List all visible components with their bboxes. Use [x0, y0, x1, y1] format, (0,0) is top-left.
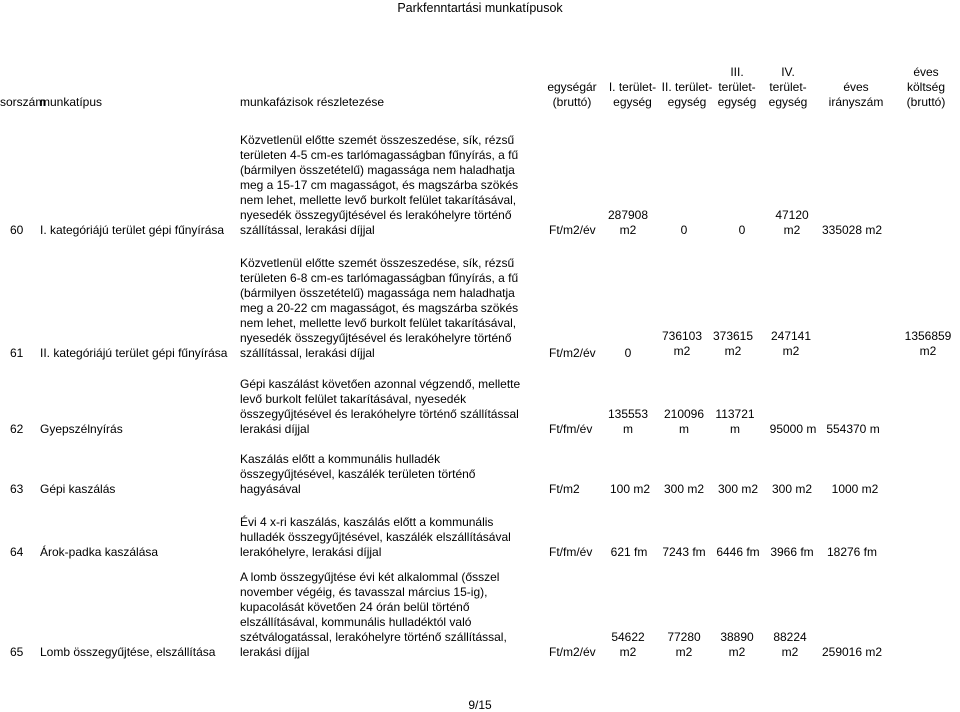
cell-details-line: elszállításával, kommunális hulladéktól való — [240, 615, 472, 629]
cell-area3-line: 38890 — [720, 630, 754, 644]
cell-annual-line: 554370 m — [826, 422, 880, 436]
header-line: éves — [843, 80, 869, 94]
cell-details-line: hulladék összegyűjtésével, kaszálék elszállításával — [240, 530, 511, 544]
document-title: Parkfenntartási munkatípusok — [397, 1, 563, 15]
cell-nr-line: 61 — [10, 346, 24, 360]
header-line: egység — [613, 95, 652, 109]
cell-area4-line: m2 — [783, 223, 801, 237]
cell-area3-line: m — [730, 422, 740, 436]
cell-unit-line: Ft/m2/év — [549, 346, 596, 360]
cell-details-line: Közvetlenül előtte szemét összeszedése, sík, rézsű — [240, 133, 515, 147]
cell-details-line: nem lehet, mellette levő burkolt felület takarításával, — [240, 193, 517, 207]
cell-details-line: nyesedék összegyűjtésével és lerakóhelyre történő — [240, 208, 512, 222]
cell-nr — [10, 645, 38, 660]
header-line: éves — [913, 65, 939, 79]
cell-area2 — [660, 630, 708, 660]
cell-details-line: hagyásával — [240, 482, 301, 496]
cell-area4-line: 95000 m — [769, 422, 817, 436]
cell-area1-line: 54622 — [611, 630, 645, 644]
cell-unit-line: Ft/m2 — [549, 482, 580, 496]
cell-area3-line: 6446 fm — [716, 545, 760, 559]
cell-nr-line: 60 — [10, 223, 24, 237]
cell-details-line: szállítással, lerakási díjjal — [240, 346, 375, 360]
cell-unit-line: Ft/m2/év — [549, 645, 596, 659]
cell-details-line: nem lehet, mellette levő burkolt felület takarításával, — [240, 316, 517, 330]
cell-details-line: A lomb összegyűjtése évi két alkalommal (ősszel — [240, 570, 500, 584]
cell-details-line: lerakóhelyre, lerakási díjjal — [240, 545, 382, 559]
cell-details-line: összegyűjtésével és lerakóhelyre történő szállítással — [240, 407, 519, 421]
cell-area1-line: 287908 — [607, 208, 649, 222]
cell-details-line: területen 4-5 cm-es tarlómagasságban fűnyírás, a fű — [240, 148, 519, 162]
header-line: egység — [667, 95, 707, 109]
cell-nr-line: 65 — [10, 645, 24, 659]
cell-annual-line: 18276 fm — [826, 545, 878, 559]
cell-nr-line: 62 — [10, 422, 24, 436]
cell-area3-line: 300 m2 — [717, 482, 759, 496]
header-line: terület- — [769, 80, 807, 94]
cell-area2-line: 0 — [680, 223, 688, 237]
cell-area2-line: m — [679, 422, 689, 436]
cell-type-line: Gyepszélnyírás — [40, 422, 123, 436]
cell-type-line: Gépi kaszálás — [40, 482, 116, 496]
cell-area2-line: m2 — [673, 344, 691, 358]
cell-area1-line: 100 m2 — [609, 482, 651, 496]
cell-area3-line: 113721 — [715, 407, 755, 421]
cell-cost-line: 335028 m2 — [821, 223, 883, 237]
cell-details-line: Gépi kaszálást követően azonnal végzendő, mellette — [240, 377, 521, 391]
cell-unit-line: Ft/m2/év — [549, 223, 596, 237]
cell-details-line: (bármilyen összetételű) magassága nem haladhatja — [240, 163, 515, 177]
cell-area1-line: 135553 — [607, 407, 649, 421]
cell-details-line: meg a 15-17 cm magasságot, és magszárba szökés — [240, 178, 519, 192]
cell-type — [40, 645, 236, 660]
cell-unit — [549, 645, 605, 660]
cell-area4-line: m2 — [781, 645, 799, 659]
cell-type-line: II. kategóriájú terület gépi fűnyírása — [40, 346, 228, 360]
cell-details-line: lerakási díjjal — [240, 422, 310, 436]
header-line: I. terület- — [608, 80, 657, 94]
header-line: (bruttó) — [906, 95, 946, 109]
cell-area1-line: 0 — [624, 346, 632, 360]
cell-area2-line: 210096 — [663, 407, 705, 421]
header-line: munkatípus — [40, 95, 103, 109]
header-line: III. — [730, 65, 744, 79]
cell-area1-line: m2 — [619, 223, 637, 237]
cell-details-line: nyesedék összegyűjtésével és lerakóhelyre történő — [240, 331, 512, 345]
header-line: egység — [717, 95, 757, 109]
cell-annual-line: 1356859 — [904, 329, 952, 343]
cell-details-line: meg a 20-22 cm magasságot, és magszárba szökés — [240, 301, 519, 315]
header-line: irányszám — [828, 95, 884, 109]
cell-details-line: Kaszálás előtt a kommunális hulladék — [240, 452, 441, 466]
cell-details-line: Közvetlenül előtte szemét összeszedése, sík, rézsű — [240, 256, 515, 270]
cell-area2-line: 7243 fm — [662, 545, 706, 559]
cell-type-line: Árok-padka kaszálása — [40, 545, 159, 559]
cell-details-line: (bármilyen összetételű) magassága nem haladhatja — [240, 286, 515, 300]
cell-details-line: szétválogatással, lerakóhelyre történő szállítással, — [240, 630, 507, 644]
cell-type-line: Lomb összegyűjtése, elszállítása — [40, 645, 216, 659]
cell-area2-line: m2 — [675, 645, 693, 659]
header-line: II. terület- — [661, 80, 713, 94]
cell-details-line: összegyűjtésével, kaszálék területen történő — [240, 467, 476, 481]
cell-type-line: I. kategóriájú terület gépi fűnyírása — [40, 223, 225, 237]
cell-unit-line: Ft/fm/év — [549, 422, 593, 436]
cell-area2-line: 736103 — [661, 329, 703, 343]
cell-details — [240, 570, 548, 660]
header-line: terület- — [718, 80, 756, 94]
cell-area4-line: 88224 — [773, 630, 807, 644]
cell-area4-line: 47120 — [775, 208, 809, 222]
header-line: egység — [768, 95, 808, 109]
cell-unit-line: Ft/fm/év — [549, 545, 593, 559]
cell-area1-line: m — [623, 422, 633, 436]
cell-area4-line: m2 — [782, 344, 800, 358]
cell-area1-line: m2 — [619, 645, 637, 659]
cell-details-line: november végéig, és tavasszal március 15-ig), — [240, 585, 488, 599]
cell-nr-line: 63 — [10, 482, 24, 496]
header-line: IV. — [781, 65, 795, 79]
cell-area3-line: 0 — [738, 223, 746, 237]
cell-annual-line: 259016 m2 — [821, 645, 883, 659]
cell-details-line: területen 6-8 cm-es tarlómagasságban fűnyírás, a fű — [240, 271, 519, 285]
cell-details-line: levő burkolt felület takarításával, nyesedék — [240, 392, 467, 406]
cell-annual-line: m2 — [919, 344, 937, 358]
cell-area4-line: 3966 fm — [770, 545, 814, 559]
cell-area4 — [760, 630, 820, 660]
cell-area4-line: 300 m2 — [771, 482, 813, 496]
cell-area2-line: 300 m2 — [663, 482, 705, 496]
cell-annual-line: 1000 m2 — [831, 482, 879, 496]
cell-annual — [818, 645, 886, 660]
cell-area3-line: 373615 — [712, 329, 754, 343]
cell-area1 — [604, 630, 652, 660]
header-line: munkafázisok részletezése — [240, 95, 385, 109]
cell-details-line: lerakási díjjal — [240, 645, 310, 659]
header-line: költség — [906, 80, 946, 94]
header-line: sorszám — [0, 95, 46, 109]
page-number: 9/15 — [468, 698, 492, 712]
cell-area3-line: m2 — [724, 344, 742, 358]
cell-details-line: kupacolását követően 24 órán belül történő — [240, 600, 470, 614]
cell-nr-line: 64 — [10, 545, 24, 559]
cell-area4-line: 247141 — [770, 329, 812, 343]
cell-area3 — [708, 630, 766, 660]
cell-area3-line: m2 — [728, 645, 746, 659]
header-line: egységár — [547, 80, 597, 94]
cell-area1-line: 621 fm — [610, 545, 648, 559]
header-line: (bruttó) — [552, 95, 592, 109]
cell-details-line: szállítással, lerakási díjjal — [240, 223, 375, 237]
cell-area2-line: 77280 — [667, 630, 701, 644]
cell-details-line: Évi 4 x-ri kaszálás, kaszálás előtt a kommunális — [240, 515, 494, 529]
